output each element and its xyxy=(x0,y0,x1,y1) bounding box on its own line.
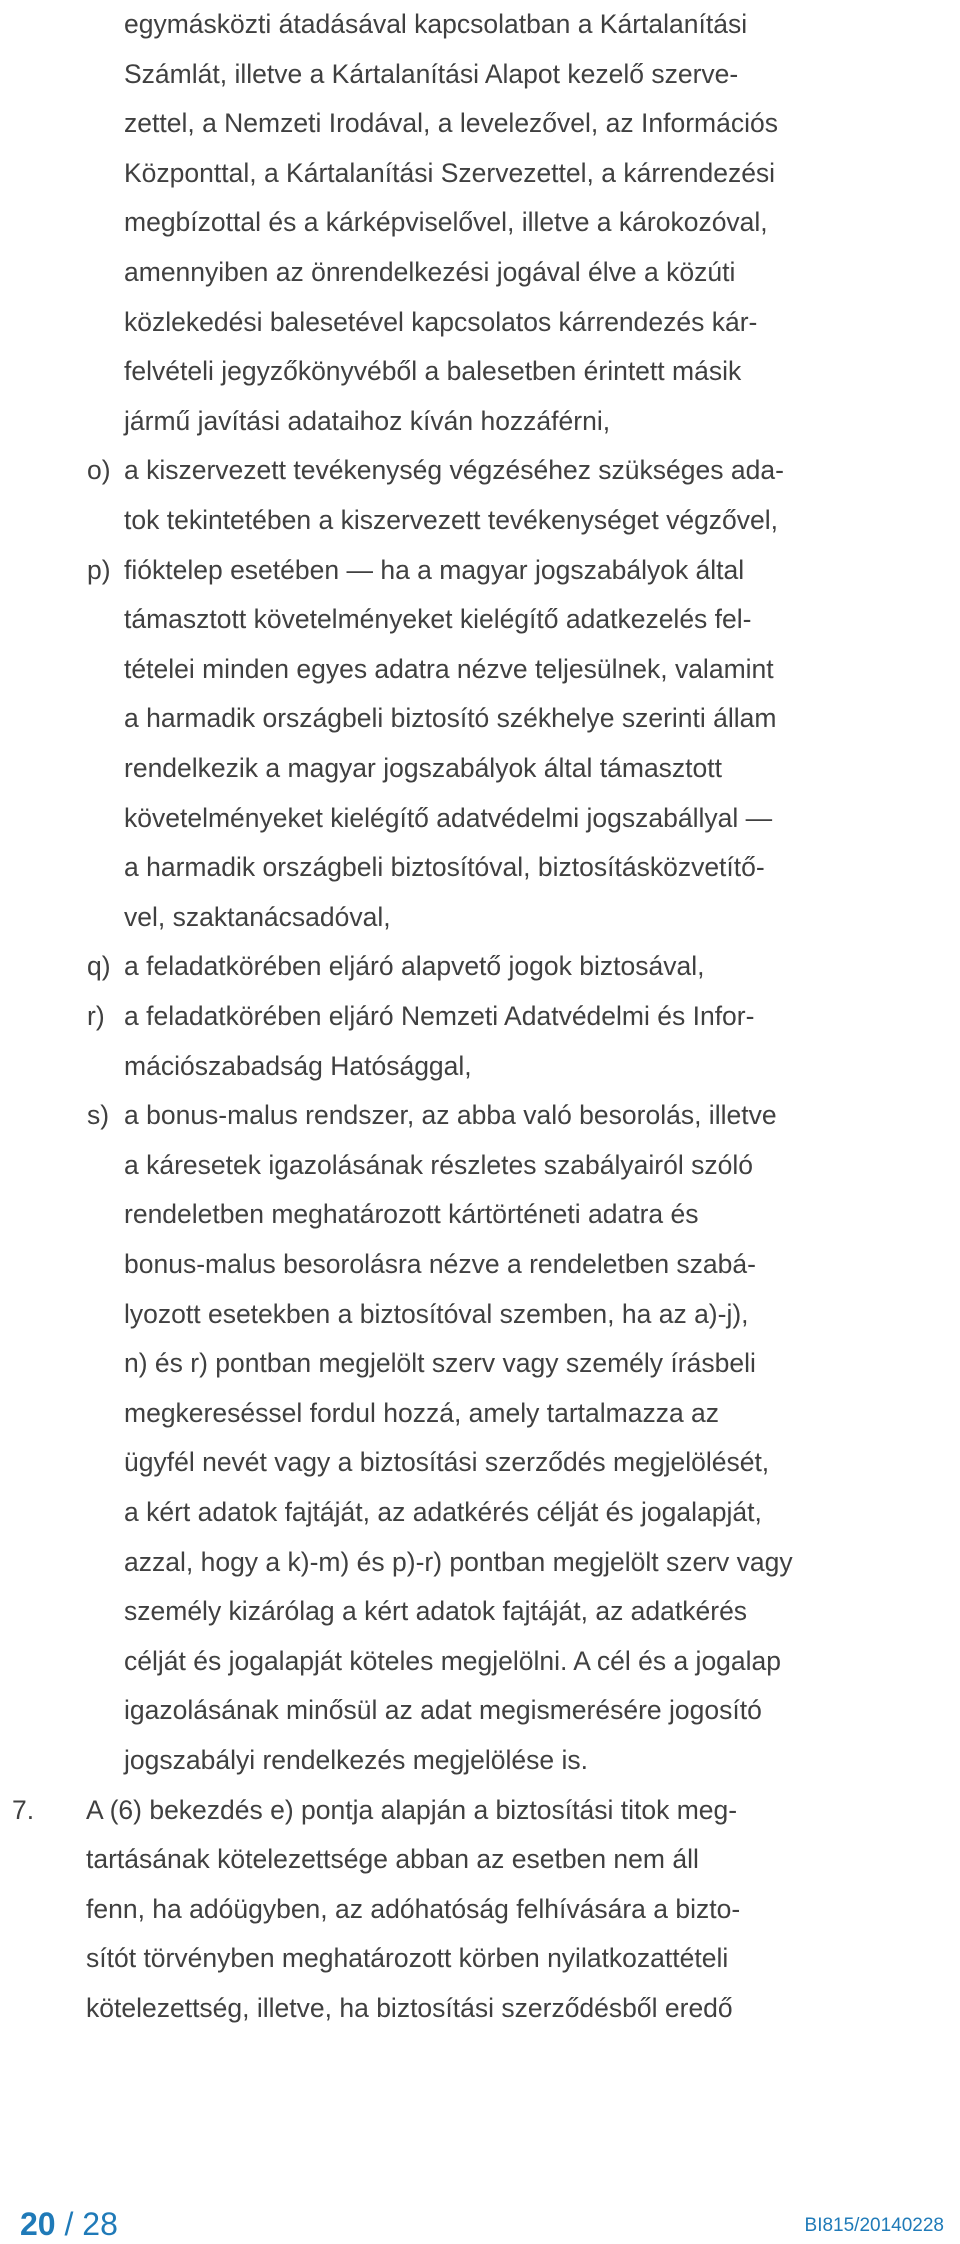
text-line: kötelezettség, illetve, ha biztosítási szerződésből eredő xyxy=(86,1993,733,2023)
text-line: bonus-malus besorolásra nézve a rendeletben szabá- xyxy=(124,1249,756,1279)
text-line: felvételi jegyzőkönyvéből a balesetben érintett másik xyxy=(124,356,742,386)
page-separator: / xyxy=(64,2206,74,2242)
text-line: zettel, a Nemzeti Irodával, a levelezővel, az Információs xyxy=(124,108,778,138)
text-line: azzal, hogy a k)-m) és p)-r) pontban megjelölt szerv vagy xyxy=(124,1547,793,1577)
text-line: követelményeket kielégítő adatvédelmi jogszabállyal — xyxy=(124,803,773,833)
text-line: célját és jogalapját köteles megjelölni. A cél és a jogalap xyxy=(124,1646,782,1676)
text-line: rendeletben meghatározott kártörténeti adatra és xyxy=(124,1199,699,1229)
list-marker: q) xyxy=(87,951,111,981)
list-marker: o) xyxy=(87,455,111,485)
text-line: n) és r) pontban megjelölt szerv vagy személy írásbeli xyxy=(124,1348,756,1378)
text-line: amennyiben az önrendelkezési jogával élve a közúti xyxy=(124,257,736,287)
text-line: ügyfél nevét vagy a biztosítási szerződés megjelölését, xyxy=(124,1447,770,1477)
text-line: a harmadik országbeli biztosító székhelye szerinti állam xyxy=(124,703,777,733)
page-number xyxy=(20,2206,118,2242)
text-line: tételei minden egyes adatra nézve teljesülnek, valamint xyxy=(124,654,774,684)
text-line: a harmadik országbeli biztosítóval, biztosításközvetítő- xyxy=(124,852,765,882)
text-line: fenn, ha adóügyben, az adóhatóság felhívására a bizto- xyxy=(86,1894,741,1924)
text-line: Számlát, illetve a Kártalanítási Alapot kezelő szerve- xyxy=(124,59,739,89)
page-current: 20 xyxy=(20,2206,56,2242)
page-total: 28 xyxy=(82,2206,118,2242)
text-line: Központtal, a Kártalanítási Szervezettel, a kárrendezési xyxy=(124,158,776,188)
text-line: A (6) bekezdés e) pontja alapján a biztosítási titok meg- xyxy=(86,1795,738,1825)
text-line: lyozott esetekben a biztosítóval szemben, ha az a)-j), xyxy=(124,1299,749,1329)
text-line: jármű javítási adataihoz kíván hozzáférni, xyxy=(124,406,611,436)
text-line: közlekedési balesetével kapcsolatos kárrendezés kár- xyxy=(124,307,758,337)
text-line: a kért adatok fajtáját, az adatkérés célját és jogalapját, xyxy=(124,1497,762,1527)
list-marker: r) xyxy=(87,1001,105,1031)
text-line: tok tekintetében a kiszervezett tevékenységet végzővel, xyxy=(124,505,779,535)
text-line: mációszabadság Hatósággal, xyxy=(124,1051,472,1081)
text-line: fióktelep esetében — ha a magyar jogszabályok által xyxy=(124,555,745,585)
text-line: a feladatkörében eljáró alapvető jogok biztosával, xyxy=(124,951,705,981)
text-line: megbízottal és a kárképviselővel, illetve a károkozóval, xyxy=(124,207,768,237)
text-line: megkereséssel fordul hozzá, amely tartalmazza az xyxy=(124,1398,720,1428)
list-marker: p) xyxy=(87,555,111,585)
document-code: BI815/20140228 xyxy=(804,2215,944,2236)
text-line: jogszabályi rendelkezés megjelölése is. xyxy=(124,1745,588,1775)
text-line: személy kizárólag a kért adatok fajtáját, az adatkérés xyxy=(124,1596,748,1626)
text-line: igazolásának minősül az adat megismerésére jogosító xyxy=(124,1695,762,1725)
list-marker: s) xyxy=(87,1100,110,1130)
text-line: vel, szaktanácsadóval, xyxy=(124,902,391,932)
text-line: egymásközti átadásával kapcsolatban a Kártalanítási xyxy=(124,9,748,39)
text-line: a káresetek igazolásának részletes szabályairól szóló xyxy=(124,1150,753,1180)
text-line: tartásának kötelezettsége abban az esetben nem áll xyxy=(86,1844,699,1874)
text-line: rendelkezik a magyar jogszabályok által támasztott xyxy=(124,753,723,783)
text-line: a feladatkörében eljáró Nemzeti Adatvédelmi és Infor- xyxy=(124,1001,755,1031)
list-marker: 7. xyxy=(12,1795,35,1825)
text-line: a bonus-malus rendszer, az abba való besorolás, illetve xyxy=(124,1100,777,1130)
text-line: támasztott követelményeket kielégítő adatkezelés fel- xyxy=(124,604,752,634)
text-line: a kiszervezett tevékenység végzéséhez szükséges ada- xyxy=(124,455,784,485)
text-line: sítót törvényben meghatározott körben nyilatkozattételi xyxy=(86,1943,729,1973)
